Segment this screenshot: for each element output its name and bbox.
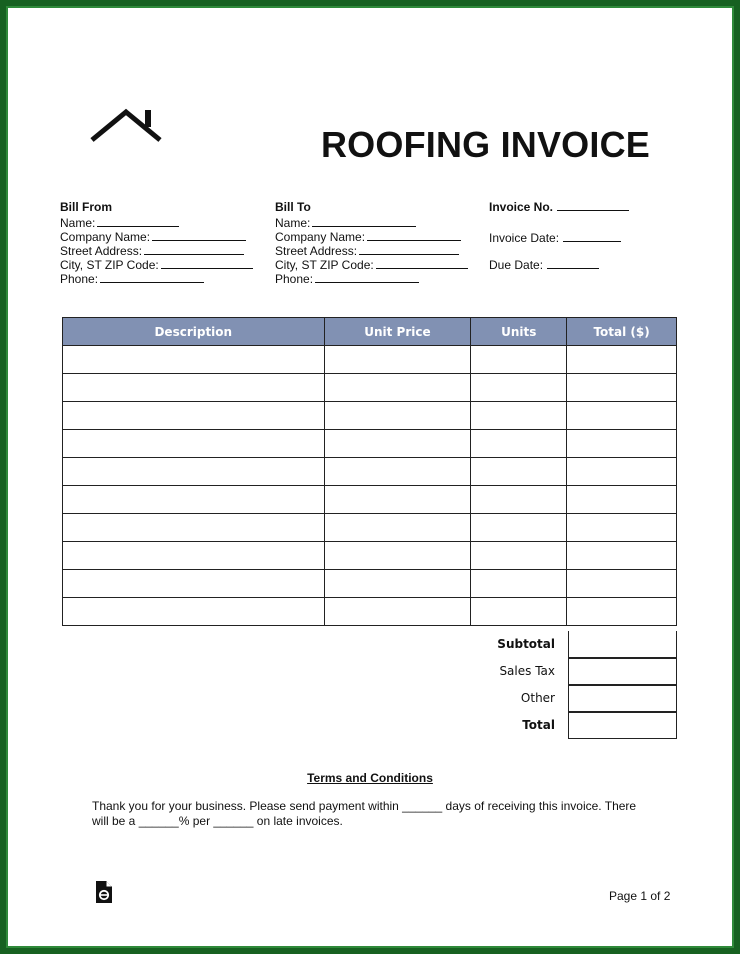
bill-to-phone-label: Phone: <box>275 272 314 286</box>
bill-to-phone-line[interactable] <box>315 272 419 283</box>
bill-to-heading: Bill To <box>275 200 311 214</box>
bill-to-street-line[interactable] <box>359 244 459 255</box>
units-cell[interactable] <box>471 542 567 570</box>
description-cell[interactable] <box>63 570 325 598</box>
total-cell[interactable] <box>567 458 677 486</box>
other-row <box>420 685 677 712</box>
table-row <box>63 570 677 598</box>
total-cell[interactable] <box>567 542 677 570</box>
roof-icon <box>90 108 164 144</box>
total-label: Total <box>522 718 555 732</box>
header-unit-price: Unit Price <box>324 318 471 346</box>
subtotal-row <box>420 631 677 658</box>
unit-price-cell[interactable] <box>324 486 471 514</box>
description-cell[interactable] <box>63 346 325 374</box>
unit-price-cell[interactable] <box>324 374 471 402</box>
total-cell[interactable] <box>567 374 677 402</box>
table-row <box>63 402 677 430</box>
bill-from-section <box>60 200 253 286</box>
page-number: Page 1 of 2 <box>609 889 671 903</box>
table-row <box>63 430 677 458</box>
units-cell[interactable] <box>471 514 567 542</box>
due-date-label: Due Date: <box>489 258 544 272</box>
unit-price-cell[interactable] <box>324 542 471 570</box>
sales-tax-label: Sales Tax <box>499 664 555 678</box>
table-row <box>63 458 677 486</box>
total-cell[interactable] <box>567 598 677 626</box>
total-cell[interactable] <box>568 712 677 739</box>
subtotal-cell[interactable] <box>568 631 677 658</box>
sales-tax-row <box>420 658 677 685</box>
description-cell[interactable] <box>63 402 325 430</box>
units-cell[interactable] <box>471 458 567 486</box>
unit-price-cell[interactable] <box>324 458 471 486</box>
description-cell[interactable] <box>63 458 325 486</box>
total-cell[interactable] <box>567 570 677 598</box>
unit-price-cell[interactable] <box>324 514 471 542</box>
bill-to-city-label: City, ST ZIP Code: <box>275 258 374 272</box>
bill-from-phone-line[interactable] <box>100 272 204 283</box>
units-cell[interactable] <box>471 346 567 374</box>
header-units: Units <box>471 318 567 346</box>
description-cell[interactable] <box>63 430 325 458</box>
bill-to-city-line[interactable] <box>376 258 468 269</box>
bill-to-street-label: Street Address: <box>275 244 358 258</box>
total-cell[interactable] <box>567 346 677 374</box>
bill-from-name-line[interactable] <box>97 216 179 227</box>
other-label: Other <box>520 691 555 705</box>
terms-heading: Terms and Conditions <box>307 771 433 785</box>
total-cell[interactable] <box>567 486 677 514</box>
bill-from-city-label: City, ST ZIP Code: <box>60 258 159 272</box>
description-cell[interactable] <box>63 514 325 542</box>
document-e-icon <box>95 880 113 904</box>
header-total: Total ($) <box>567 318 677 346</box>
sales-tax-cell[interactable] <box>568 658 677 685</box>
bill-from-street-label: Street Address: <box>60 244 143 258</box>
units-cell[interactable] <box>471 486 567 514</box>
total-cell[interactable] <box>567 430 677 458</box>
bill-to-company-line[interactable] <box>367 230 461 241</box>
bill-from-street-line[interactable] <box>144 244 244 255</box>
table-row <box>63 346 677 374</box>
unit-price-cell[interactable] <box>324 346 471 374</box>
description-cell[interactable] <box>63 374 325 402</box>
invoice-no-label: Invoice No. <box>489 200 554 214</box>
bill-from-city-line[interactable] <box>161 258 253 269</box>
table-row <box>63 514 677 542</box>
subtotal-label: Subtotal <box>497 637 555 651</box>
units-cell[interactable] <box>471 402 567 430</box>
total-cell[interactable] <box>567 402 677 430</box>
total-cell[interactable] <box>567 514 677 542</box>
unit-price-cell[interactable] <box>324 570 471 598</box>
other-cell[interactable] <box>568 685 677 712</box>
bill-from-name-label: Name: <box>60 216 96 230</box>
units-cell[interactable] <box>471 374 567 402</box>
terms-text: Thank you for your business. Please send payment within ______ days of receiving this invoice. There will be a ______% per ______ on late invoices. <box>92 799 637 828</box>
unit-price-cell[interactable] <box>324 402 471 430</box>
table-row <box>63 542 677 570</box>
line-items-table <box>62 317 677 626</box>
bill-to-company-label: Company Name: <box>275 230 366 244</box>
unit-price-cell[interactable] <box>324 430 471 458</box>
header-description: Description <box>63 318 325 346</box>
bill-from-company-label: Company Name: <box>60 230 151 244</box>
bill-from-company-line[interactable] <box>152 230 246 241</box>
bill-from-heading: Bill From <box>60 200 113 214</box>
table-row <box>63 374 677 402</box>
table-row <box>63 486 677 514</box>
totals-section <box>420 631 677 739</box>
invoice-date-line[interactable] <box>563 231 621 242</box>
bill-from-phone-label: Phone: <box>60 272 99 286</box>
table-header-row <box>63 318 677 346</box>
bill-to-section <box>275 200 468 286</box>
bill-to-name-line[interactable] <box>312 216 416 227</box>
bill-to-name-label: Name: <box>275 216 311 230</box>
description-cell[interactable] <box>63 542 325 570</box>
description-cell[interactable] <box>63 486 325 514</box>
total-row <box>420 712 677 739</box>
due-date-line[interactable] <box>547 258 599 269</box>
invoice-no-line[interactable] <box>557 200 629 211</box>
units-cell[interactable] <box>471 570 567 598</box>
units-cell[interactable] <box>471 430 567 458</box>
invoice-title: ROOFING INVOICE <box>320 124 650 165</box>
units-cell[interactable] <box>471 598 567 626</box>
description-cell[interactable] <box>63 598 325 626</box>
invoice-date-label: Invoice Date: <box>489 231 560 245</box>
table-row <box>63 598 677 626</box>
unit-price-cell[interactable] <box>324 598 471 626</box>
